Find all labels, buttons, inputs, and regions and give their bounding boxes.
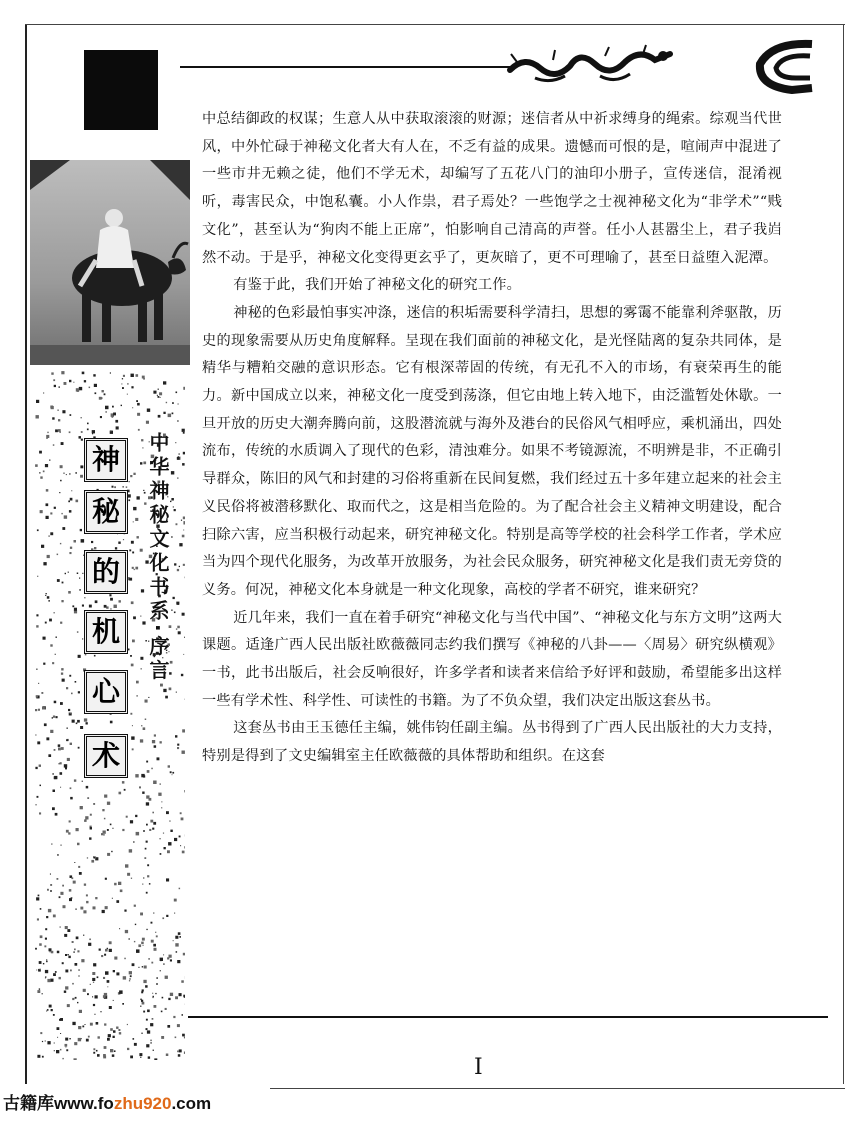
page-frame-right — [843, 24, 844, 1084]
watermark-url-part-1: www.fo — [54, 1094, 114, 1113]
series-title: 中华神秘文化书系·序言 — [146, 432, 170, 684]
title-seal-char-6: 术 — [84, 734, 128, 778]
dragon-ornament-icon — [505, 40, 675, 90]
title-seal-char-5: 心 — [84, 670, 128, 714]
title-seal-char-3: 的 — [84, 550, 128, 594]
title-seal-char-1: 神 — [84, 438, 128, 482]
paragraph-4: 近几年来，我们一直在着手研究“神秘文化与当代中国”、“神秘文化与东方文明”这两大课题。适逢广西人民出版社欧薇薇同志约我们撰写《神秘的八卦——〈周易〉研究纵横观》一书，此书出版后，社会反响很好，许多学者和读者来信给予好评和鼓励，希望能多出这样一些有学术性、科学性、可读性的书籍。为了不负众望，我们决定出版这套丛书。 — [202, 609, 782, 709]
watermark-url-part-2: zhu920 — [113, 1094, 172, 1113]
corner-black-block — [84, 50, 158, 130]
title-seal-char-2: 秘 — [84, 490, 128, 534]
page-frame-top — [25, 24, 845, 25]
watermark-url-part-3: .com — [171, 1094, 212, 1113]
paragraph-1: 中总结御政的权谋；生意人从中获取滚滚的财源；迷信者从中祈求缚身的绳索。综观当代世风，中外忙碌于神秘文化者大有人在，不乏有益的成果。遗憾而可恨的是，喧闹声中混进了一些市井无赖之徒，他们不学无术，却编写了五花八门的油印小册子，宣传迷信，混淆视听，毒害民众，中饱私囊。小人作祟，君子焉处？一些饱学之士视神秘文化为“非学术”“贱文化”，甚至认为“狗肉不能上正席”，怕影响自己清高的声誉。任小人甚嚣尘上，君子我岿然不动。于是乎，神秘文化变得更玄乎了，更灰暗了，更不可理喻了，甚至日益堕入泥潭。 — [202, 111, 782, 266]
header-rule — [180, 66, 515, 68]
site-watermark[interactable] — [3, 1089, 211, 1114]
title-seal-char-4: 机 — [84, 610, 128, 654]
footer-rule — [188, 1016, 828, 1018]
page-number: I — [474, 1055, 483, 1080]
page-frame-bottom — [270, 1088, 845, 1089]
preface-body — [202, 106, 782, 771]
cloud-swirl-icon — [752, 38, 818, 94]
page-frame-left — [25, 24, 27, 1084]
paragraph-5: 这套丛书由王玉德任主编，姚伟钧任副主编。丛书得到了广西人民出版社的大力支持，特别是得到了文史编辑室主任欧薇薇的具体帮助和组织。在这套 — [202, 720, 782, 765]
sage-on-ox-photo — [30, 160, 190, 365]
paragraph-2: 有鉴于此，我们开始了神秘文化的研究工作。 — [233, 277, 521, 294]
watermark-prefix: 古籍库 — [3, 1094, 54, 1113]
paragraph-3: 神秘的色彩最怕事实冲涤，迷信的积垢需要科学清扫，思想的雾霭不能靠利斧驱散，历史的现象需要从历史角度解释。呈现在我们面前的神秘文化，是光怪陆离的复杂共同体，是精华与糟粕交融的意识形态。它有根深蒂固的传统，有无孔不入的市场，有衰荣再生的能力。新中国成立以来，神秘文化一度受到荡涤，但它由地上转入地下，由泛滥暂处休歇。一旦开放的历史大潮奔腾向前，这股潜流就与海外及港台的民俗风气相呼应，乘机涌出，四处流布，传统的水质调入了现代的色彩，清浊难分。如果不考镜源流，不明辨是非，不正确引导群众，陈旧的风气和封建的习俗将重新在民间复燃，我们经过五十多年建立起来的社会主义民俗将被潜移默化、取而代之，这是相当危险的。为了配合社会主义精神文明建设，配合扫除六害，应当积极行动起来，研究神秘文化。特别是高等学校的社会科学工作者，学术应当为四个现代化服务，为改革开放服务，为社会民众服务，研究神秘文化是我们责无旁贷的义务。何况，神秘文化本身就是一种文化现象，高校的学者不研究，谁来研究？ — [202, 304, 782, 598]
